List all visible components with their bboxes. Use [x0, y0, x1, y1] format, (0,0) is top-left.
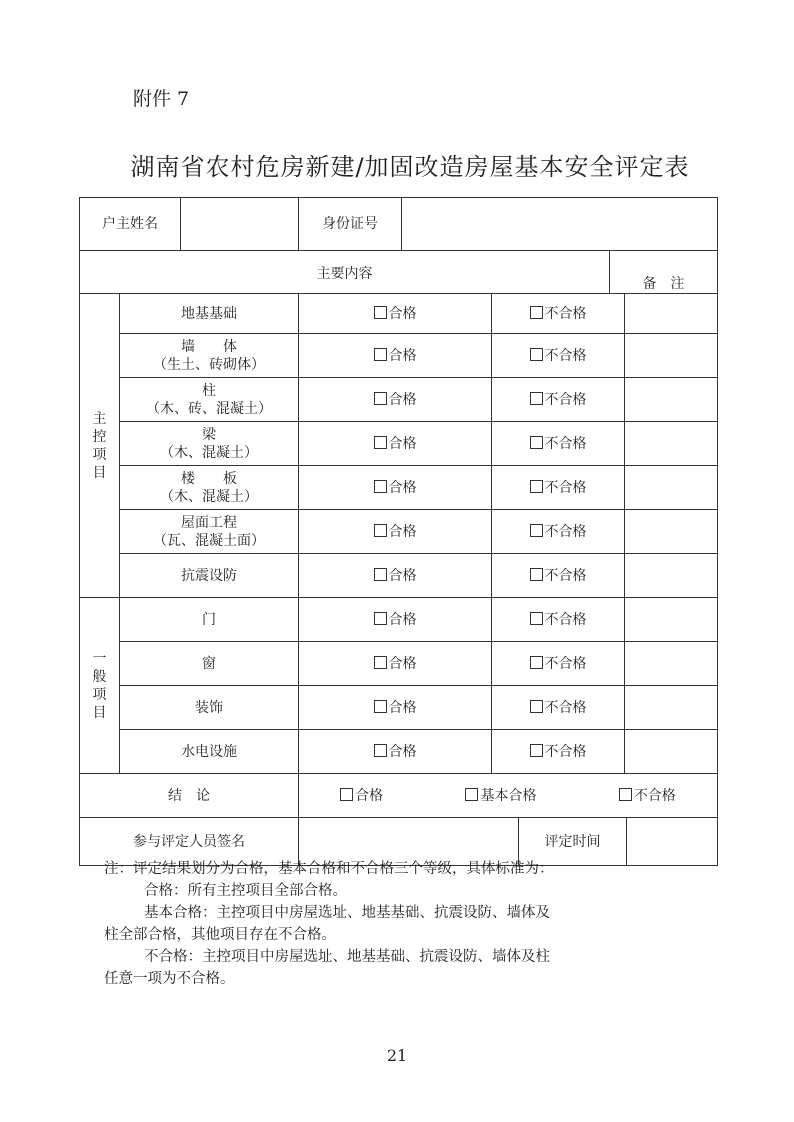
conclusion-label: 结 论 [80, 774, 299, 818]
pass-checkbox[interactable]: 合格 [299, 334, 492, 378]
owner-name-label: 户主姓名 [80, 198, 181, 250]
item-door: 门 [120, 598, 299, 642]
conclusion-pass-checkbox[interactable]: 合格 [340, 787, 383, 805]
remarks-cell[interactable] [625, 686, 718, 730]
fail-checkbox[interactable]: 不合格 [492, 466, 625, 510]
note-line: 基本合格：主控项目中房屋选址、地基基础、抗震设防、墙体及 [144, 905, 550, 921]
remarks-cell[interactable] [625, 554, 718, 598]
pass-checkbox[interactable]: 合格 [299, 642, 492, 686]
remarks-cell[interactable] [625, 642, 718, 686]
note-line: 注：评定结果划分为合格，基本合格和不合格三个等级，具体标准为： [104, 861, 554, 877]
note-line: 合格：所有主控项目全部合格。 [144, 883, 347, 899]
annex-label: 附件 7 [133, 88, 190, 110]
remarks-cell[interactable] [625, 378, 718, 422]
note-line: 柱全部合格，其他项目存在不合格。 [104, 927, 336, 943]
item-foundation: 地基基础 [120, 294, 299, 334]
item-wall: 墙 体 （生土、砖砌体） [120, 334, 299, 378]
main-content-header: 主要内容 [80, 251, 610, 294]
owner-name-field[interactable] [181, 198, 298, 250]
fail-checkbox[interactable]: 不合格 [492, 510, 625, 554]
item-column: 柱 （木、砖、混凝土） [120, 378, 299, 422]
item-beam: 梁 （木、混凝土） [120, 422, 299, 466]
form-title: 湖南省农村危房新建/加固改造房屋基本安全评定表 [130, 153, 690, 181]
notes [104, 858, 674, 990]
signature-label: 参与评定人员签名 [80, 818, 299, 866]
pass-checkbox[interactable]: 合格 [299, 510, 492, 554]
remarks-cell[interactable] [625, 466, 718, 510]
pass-checkbox[interactable]: 合格 [299, 598, 492, 642]
item-seismic: 抗震设防 [120, 554, 299, 598]
conclusion-options [299, 774, 718, 818]
assessment-table [79, 197, 718, 866]
pass-checkbox[interactable]: 合格 [299, 466, 492, 510]
fail-checkbox[interactable]: 不合格 [492, 378, 625, 422]
pass-checkbox[interactable]: 合格 [299, 422, 492, 466]
note-line: 任意一项为不合格。 [104, 971, 235, 987]
id-number-label: 身份证号 [299, 198, 402, 250]
fail-checkbox[interactable]: 不合格 [492, 642, 625, 686]
fail-checkbox[interactable]: 不合格 [492, 598, 625, 642]
pass-checkbox[interactable]: 合格 [299, 686, 492, 730]
eval-time-label: 评定时间 [519, 818, 627, 865]
item-water-electric: 水电设施 [120, 730, 299, 774]
item-roof: 屋面工程 （瓦、混凝土面） [120, 510, 299, 554]
remarks-cell[interactable] [625, 422, 718, 466]
general-items-label: 一 般 项 目 [80, 598, 120, 774]
pass-checkbox[interactable]: 合格 [299, 378, 492, 422]
pass-checkbox[interactable]: 合格 [299, 294, 492, 334]
fail-checkbox[interactable]: 不合格 [492, 334, 625, 378]
remarks-cell[interactable] [625, 730, 718, 774]
main-control-items-label: 主 控 项 目 [80, 294, 120, 598]
id-number-field[interactable] [402, 198, 717, 250]
owner-name-row [80, 198, 299, 251]
remarks-cell[interactable] [625, 510, 718, 554]
item-decoration: 装饰 [120, 686, 299, 730]
conclusion-fail-checkbox[interactable]: 不合格 [619, 787, 676, 805]
pass-checkbox[interactable]: 合格 [299, 730, 492, 774]
fail-checkbox[interactable]: 不合格 [492, 554, 625, 598]
fail-checkbox[interactable]: 不合格 [492, 422, 625, 466]
fail-checkbox[interactable]: 不合格 [492, 686, 625, 730]
remarks-cell[interactable] [625, 294, 718, 334]
item-window: 窗 [120, 642, 299, 686]
page-number: 21 [386, 1046, 408, 1065]
fail-checkbox[interactable]: 不合格 [492, 730, 625, 774]
remarks-cell[interactable] [625, 598, 718, 642]
remarks-cell[interactable] [625, 334, 718, 378]
remarks-header: 备 注 [610, 251, 718, 294]
id-number-row [299, 198, 718, 251]
note-line: 不合格：主控项目中房屋选址、地基基础、抗震设防、墙体及柱 [144, 949, 550, 965]
item-floor-slab: 楼 板 （木、混凝土） [120, 466, 299, 510]
fail-checkbox[interactable]: 不合格 [492, 294, 625, 334]
pass-checkbox[interactable]: 合格 [299, 554, 492, 598]
conclusion-basic-pass-checkbox[interactable]: 基本合格 [465, 787, 536, 805]
